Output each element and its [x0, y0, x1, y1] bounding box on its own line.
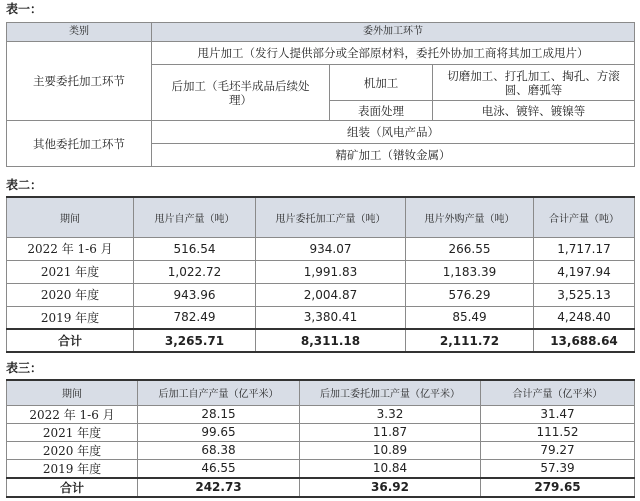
t2-total-cell: 8,311.18	[256, 329, 406, 352]
post-processing-output-table	[6, 379, 635, 498]
blank-output-table	[6, 196, 635, 353]
t3-cell: 68.38	[138, 441, 300, 459]
t2-cell: 2019 年度	[7, 306, 134, 329]
table1-caption: 表一：	[6, 2, 43, 16]
fine-ore-cell: 精矿加工（镨钕金属）	[152, 144, 635, 167]
machining-detail-cell: 切磨加工、打孔加工、掏孔、方滚圆、磨弧等	[433, 65, 635, 101]
t3-cell: 46.55	[138, 459, 300, 478]
t2-cell: 1,717.17	[534, 237, 635, 260]
t3-total-cell: 279.65	[481, 478, 635, 497]
t3-header-total-output: 合计产量（亿平米）	[481, 380, 635, 405]
header-category: 类别	[7, 23, 152, 42]
t2-total-cell: 2,111.72	[406, 329, 534, 352]
machining-cell: 机加工	[330, 65, 433, 101]
table-row	[7, 237, 635, 260]
t3-header-self-output: 后加工自产产量（亿平米）	[138, 380, 300, 405]
t2-header-purchased-output: 甩片外购产量（吨）	[406, 197, 534, 237]
t2-total-cell: 3,265.71	[134, 329, 256, 352]
t3-total-label: 合计	[7, 478, 138, 497]
t3-header-outsourced-output: 后加工委托加工产量（亿平米）	[300, 380, 481, 405]
t3-cell: 2020 年度	[7, 441, 138, 459]
t3-cell: 10.89	[300, 441, 481, 459]
t2-cell: 576.29	[406, 283, 534, 306]
t2-cell: 4,248.40	[534, 306, 635, 329]
table-row	[7, 283, 635, 306]
t2-cell: 266.55	[406, 237, 534, 260]
t3-header-period: 期间	[7, 380, 138, 405]
surface-cell: 表面处理	[330, 101, 433, 121]
t2-total-label: 合计	[7, 329, 134, 352]
t2-cell: 3,525.13	[534, 283, 635, 306]
t3-cell: 2019 年度	[7, 459, 138, 478]
t2-cell: 934.07	[256, 237, 406, 260]
t3-cell: 111.52	[481, 423, 635, 441]
t2-cell: 1,183.39	[406, 260, 534, 283]
t2-cell: 943.96	[134, 283, 256, 306]
header-steps: 委外加工环节	[152, 23, 635, 42]
t2-header-total-output: 合计产量（吨）	[534, 197, 635, 237]
table-row	[7, 260, 635, 283]
t2-cell: 2020 年度	[7, 283, 134, 306]
t3-cell: 79.27	[481, 441, 635, 459]
table-row	[7, 423, 635, 441]
t3-total-cell: 242.73	[138, 478, 300, 497]
t2-cell: 2,004.87	[256, 283, 406, 306]
t2-cell: 4,197.94	[534, 260, 635, 283]
t3-cell: 31.47	[481, 405, 635, 423]
total-row	[7, 329, 635, 352]
t2-cell: 2021 年度	[7, 260, 134, 283]
table-row	[7, 405, 635, 423]
table-row	[7, 459, 635, 478]
post-processing-cell: 后加工（毛坯半成品后续处理）	[152, 65, 330, 121]
t3-total-cell: 36.92	[300, 478, 481, 497]
table2-caption: 表二：	[6, 178, 43, 192]
assembly-cell: 组装（风电产品）	[152, 121, 635, 144]
surface-detail-cell: 电泳、镀锌、镀镍等	[433, 101, 635, 121]
t2-cell: 516.54	[134, 237, 256, 260]
t3-cell: 99.65	[138, 423, 300, 441]
t2-cell: 1,022.72	[134, 260, 256, 283]
t3-cell: 3.32	[300, 405, 481, 423]
other-outsourcing-label: 其他委托加工环节	[7, 121, 152, 167]
table-row	[7, 441, 635, 459]
t3-cell: 2022 年 1-6 月	[7, 405, 138, 423]
table-row	[7, 306, 635, 329]
t3-cell: 2021 年度	[7, 423, 138, 441]
t2-cell: 2022 年 1-6 月	[7, 237, 134, 260]
t2-total-cell: 13,688.64	[534, 329, 635, 352]
blank-processing-cell: 甩片加工（发行人提供部分或全部原材料，委托外协加工商将其加工成甩片）	[152, 42, 635, 65]
t3-cell: 10.84	[300, 459, 481, 478]
t3-cell: 28.15	[138, 405, 300, 423]
t3-cell: 57.39	[481, 459, 635, 478]
t2-cell: 85.49	[406, 306, 534, 329]
t2-header-outsourced-output: 甩片委托加工产量（吨）	[256, 197, 406, 237]
t2-cell: 3,380.41	[256, 306, 406, 329]
table3-caption: 表三：	[6, 361, 43, 375]
t2-cell: 782.49	[134, 306, 256, 329]
t2-header-period: 期间	[7, 197, 134, 237]
total-row	[7, 478, 635, 497]
t2-cell: 1,991.83	[256, 260, 406, 283]
t2-header-self-output: 甩片自产量（吨）	[134, 197, 256, 237]
t3-cell: 11.87	[300, 423, 481, 441]
outsourcing-steps-table	[6, 22, 635, 167]
main-outsourcing-label: 主要委托加工环节	[7, 42, 152, 121]
